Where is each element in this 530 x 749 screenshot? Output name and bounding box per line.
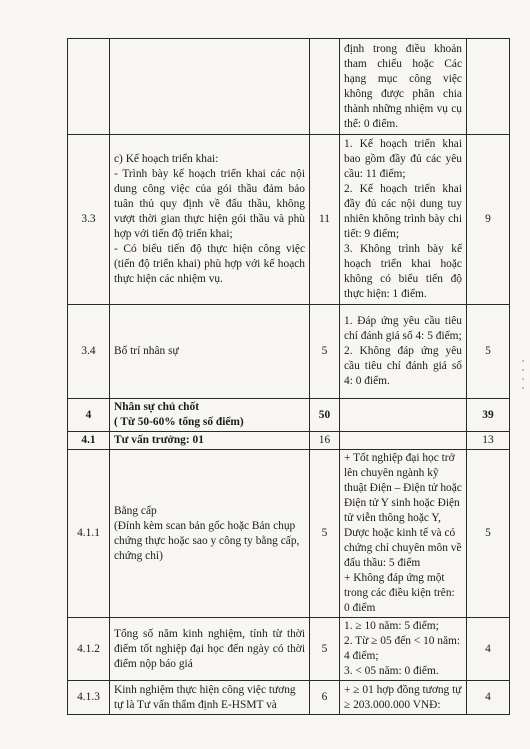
awarded-score: [467, 39, 510, 135]
item-number: [68, 39, 110, 135]
criterion-description: Bằng cấp (Đính kèm scan bản gốc hoặc Bản chụp chứng thực hoặc sao y công ty bằng cấp, chứng chỉ): [110, 450, 310, 618]
awarded-score: 4: [467, 618, 510, 681]
scoring-criteria: [340, 432, 467, 450]
item-number: 4: [68, 399, 110, 432]
max-points: 5: [310, 450, 340, 618]
max-points: 11: [310, 135, 340, 305]
scoring-criteria: định trong điều khoản tham chiếu hoặc Các hạng mục công việc không được phân chia thành những nhiệm vụ cụ thể: 0 điểm.: [340, 39, 467, 135]
table-row-section: [68, 432, 510, 450]
max-points: 16: [310, 432, 340, 450]
criterion-description: Bố trí nhân sự: [110, 305, 310, 399]
table-row: [68, 450, 510, 618]
scoring-table: [67, 38, 510, 715]
scoring-criteria: [340, 399, 467, 432]
scoring-criteria: + Tốt nghiệp đại học trở lên chuyên ngành kỹ thuật Điện – Điện tử hoặc Điện tử Y sinh hoặc Điện tử viễn thông hoặc Y, Dược hoặc kinh tế và có chứng chỉ chuyên môn về đấu thầu: 5 điểm + Không đáp ứng một trong các điều kiện trên: 0 điểm: [340, 450, 467, 618]
item-number: 4.1.3: [68, 681, 110, 715]
table-row: [68, 618, 510, 681]
awarded-score: 5: [467, 450, 510, 618]
item-number: 4.1: [68, 432, 110, 450]
criterion-description: Kinh nghiệm thực hiện công việc tương tự là Tư vấn thẩm định E-HSMT và: [110, 681, 310, 715]
item-number: 3.3: [68, 135, 110, 305]
table-row: [68, 39, 510, 135]
max-points: 5: [310, 618, 340, 681]
criterion-description: Tư vấn trưởng: 01: [110, 432, 310, 450]
criterion-description: Tổng số năm kinh nghiệm, tính từ thời điểm tốt nghiệp đại học đến ngày có thời điểm nộp báo giá: [110, 618, 310, 681]
awarded-score: 39: [467, 399, 510, 432]
scoring-criteria: 1. ≥ 10 năm: 5 điểm; 2. Từ ≥ 05 đến < 10 năm: 4 điểm; 3. < 05 năm: 0 điểm.: [340, 618, 467, 681]
awarded-score: 4: [467, 681, 510, 715]
scoring-criteria: 1. Đáp ứng yêu cầu tiêu chí đánh giá số 4: 5 điểm; 2. Không đáp ứng yêu cầu tiêu chí đánh giá số 4: 0 điểm.: [340, 305, 467, 399]
max-points: 6: [310, 681, 340, 715]
table-row-section: [68, 399, 510, 432]
awarded-score: 5: [467, 305, 510, 399]
max-points: 50: [310, 399, 340, 432]
criterion-description: c) Kế hoạch triển khai: - Trình bày kế hoạch triển khai các nội dung công việc của gói thầu đảm bảo tuân thủ quy định về đấu thầu, không vượt thời gian thực hiện gói thầu và phù hợp với tiến độ triển khai; - Có biểu tiến độ thực hiện công việc (tiến độ triển khai) phù hợp với kế hoạch thực hiện các nhiệm vụ.: [110, 135, 310, 305]
table-row: [68, 305, 510, 399]
item-number: 3.4: [68, 305, 110, 399]
scoring-criteria: 1. Kế hoạch triển khai bao gồm đầy đủ các yêu cầu: 11 điểm; 2. Kế hoạch triển khai đầy đủ các nội dung tuy nhiên không trình bày chi tiết: 9 điểm; 3. Không trình bày kế hoạch triển khai hoặc không có biểu tiến độ thực hiện: 1 điểm.: [340, 135, 467, 305]
item-number: 4.1.2: [68, 618, 110, 681]
item-number: 4.1.1: [68, 450, 110, 618]
awarded-score: 13: [467, 432, 510, 450]
awarded-score: 9: [467, 135, 510, 305]
table-row: [68, 681, 510, 715]
criterion-description: [110, 39, 310, 135]
max-points: [310, 39, 340, 135]
max-points: 5: [310, 305, 340, 399]
table-row: [68, 135, 510, 305]
scan-artifact: [522, 360, 524, 394]
criterion-description: Nhân sự chủ chốt ( Từ 50-60% tổng số điểm): [110, 399, 310, 432]
scoring-criteria: + ≥ 01 hợp đồng tương tự ≥ 203.000.000 VNĐ:: [340, 681, 467, 715]
